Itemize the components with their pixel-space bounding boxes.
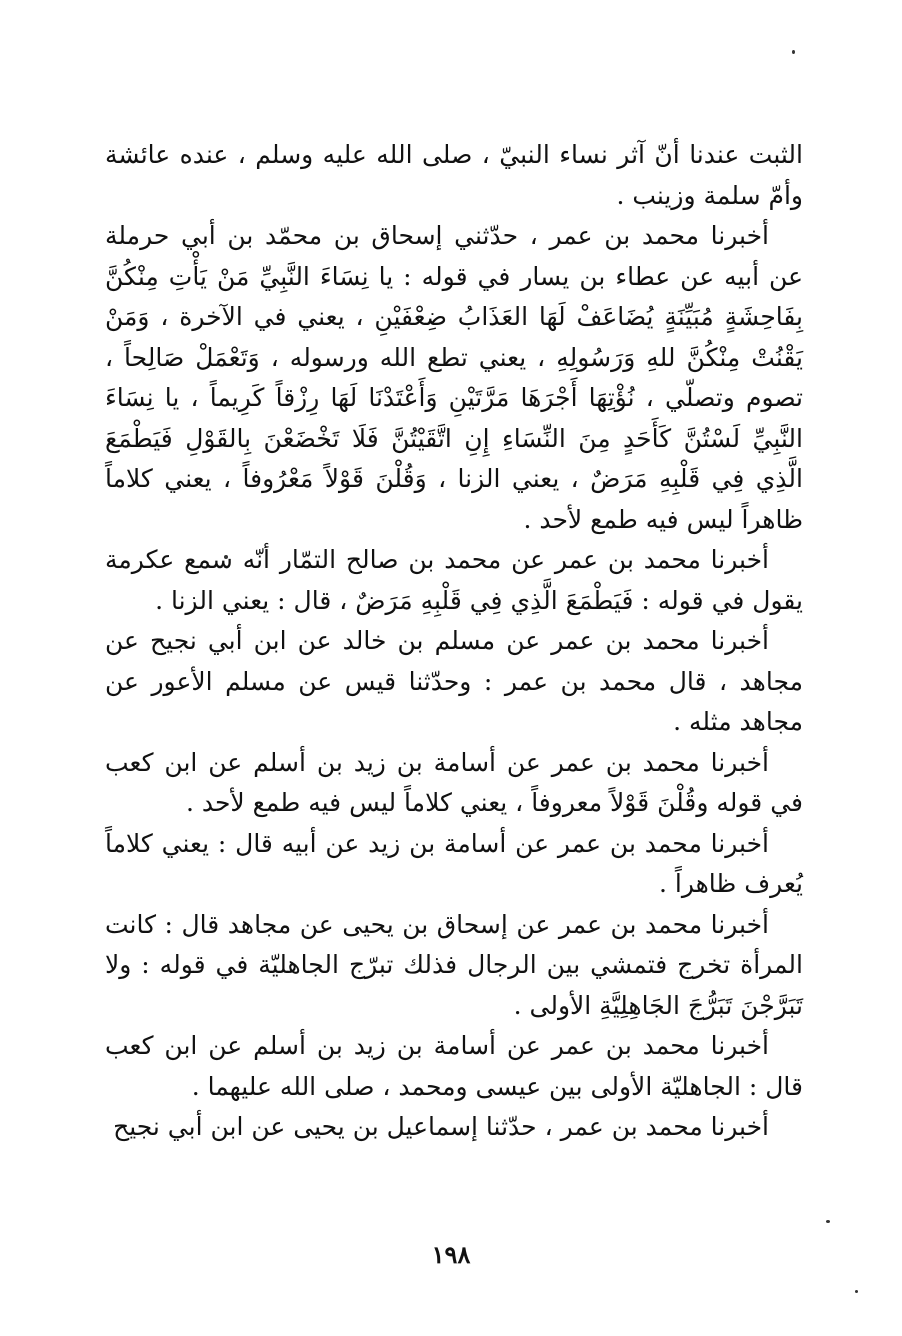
- ink-speck: [792, 50, 795, 54]
- paragraph: أخبرنا محمد بن عمر عن أسامة بن زيد بن أسلم عن ابن كعب في قوله وقُلْنَ قَوْلاً معروفاً ، يعني كلاماً ليس فيه طمع لأحد .: [105, 747, 803, 817]
- page-number: ١٩٨: [431, 1240, 471, 1269]
- paragraph: أخبرنا محمد بن عمر عن إسحاق بن يحيى عن مجاهد قال : كانت المرأة تخرج فتمشي بين الرجال فذلك تبرّج الجاهليّة في قوله : ولا تَبَرَّجْنَ تَبَرُّجَ الجَاهِلِيَّةِ الأولى .: [105, 909, 803, 1020]
- paragraph: أخبرنا محمد بن عمر عن أسامة بن زيد بن أسلم عن ابن كعب قال : الجاهليّة الأولى بين عيسى ومحمد ، صلى الله عليهما .: [105, 1031, 803, 1101]
- paragraph: أخبرنا محمد بن عمر ، حدّثنا إسماعيل بن يحيى عن ابن أبي نجيح: [113, 1112, 769, 1141]
- paragraph: أخبرنا محمد بن عمر عن مسلم بن خالد عن ابن أبي نجيح عن مجاهد ، قال محمد بن عمر : وحدّثنا قيس عن مسلم الأعور عن مجاهد مثله .: [105, 626, 803, 736]
- ink-speck: [855, 1290, 858, 1293]
- paragraph: الثبت عندنا أنّ آثر نساء النبيّ ، صلى الله عليه وسلم ، عنده عائشة وأمّ سلمة وزينب .: [105, 140, 803, 210]
- paragraph: أخبرنا محمد بن عمر عن أسامة بن زيد عن أبيه قال : يعني كلاماً يُعرف ظاهراً .: [105, 828, 803, 898]
- ink-speck: [826, 1220, 830, 1223]
- paragraph: أخبرنا محمد بن عمر ، حدّثني إسحاق بن محمّد بن أبي حرملة عن أبيه عن عطاء بن يسار في قوله : يا نِسَاءَ النَّبِيِّ مَنْ يَأْتِ مِنْكُنَّ بِفَاحِشَةٍ مُبَيِّنَةٍ يُضَاعَفْ لَهَا العَذَابُ ضِعْفَيْنِ ، يعني في الآخرة ، وَمَنْ يَقْنُتْ مِنْكُنَّ للهِ وَرَسُولِهِ ، يعني تطع الله ورسوله ، وَتَعْمَلْ صَالِحاً ، تصوم وتصلّي ، نُؤْتِهَا أَجْرَهَا مَرَّتَيْنِ وَأَعْتَدْنَا لَهَا رِزْقاً كَرِيماً ، يا نِسَاءَ النَّبِيِّ لَسْتُنَّ كَأَحَدٍ مِنَ النِّسَاءِ إِنِ اتَّقَيْتُنَّ فَلَا تَخْضَعْنَ بِالقَوْلِ فَيَطْمَعَ الَّذِي فِي قَلْبِهِ مَرَضٌ ، يعني الزنا ، وَقُلْنَ قَوْلاً مَعْرُوفاً ، يعني كلاماً ظاهراً ليس فيه طمع لأحد .: [105, 221, 803, 534]
- paragraph: أخبرنا محمد بن عمر عن محمد بن صالح التمّار أنّه سمع عكرمة يقول في قوله : فَيَطْمَعَ الَّذِي فِي قَلْبِهِ مَرَضٌ ، قال : يعني الزنا .: [105, 545, 803, 615]
- body-text: [105, 135, 803, 1148]
